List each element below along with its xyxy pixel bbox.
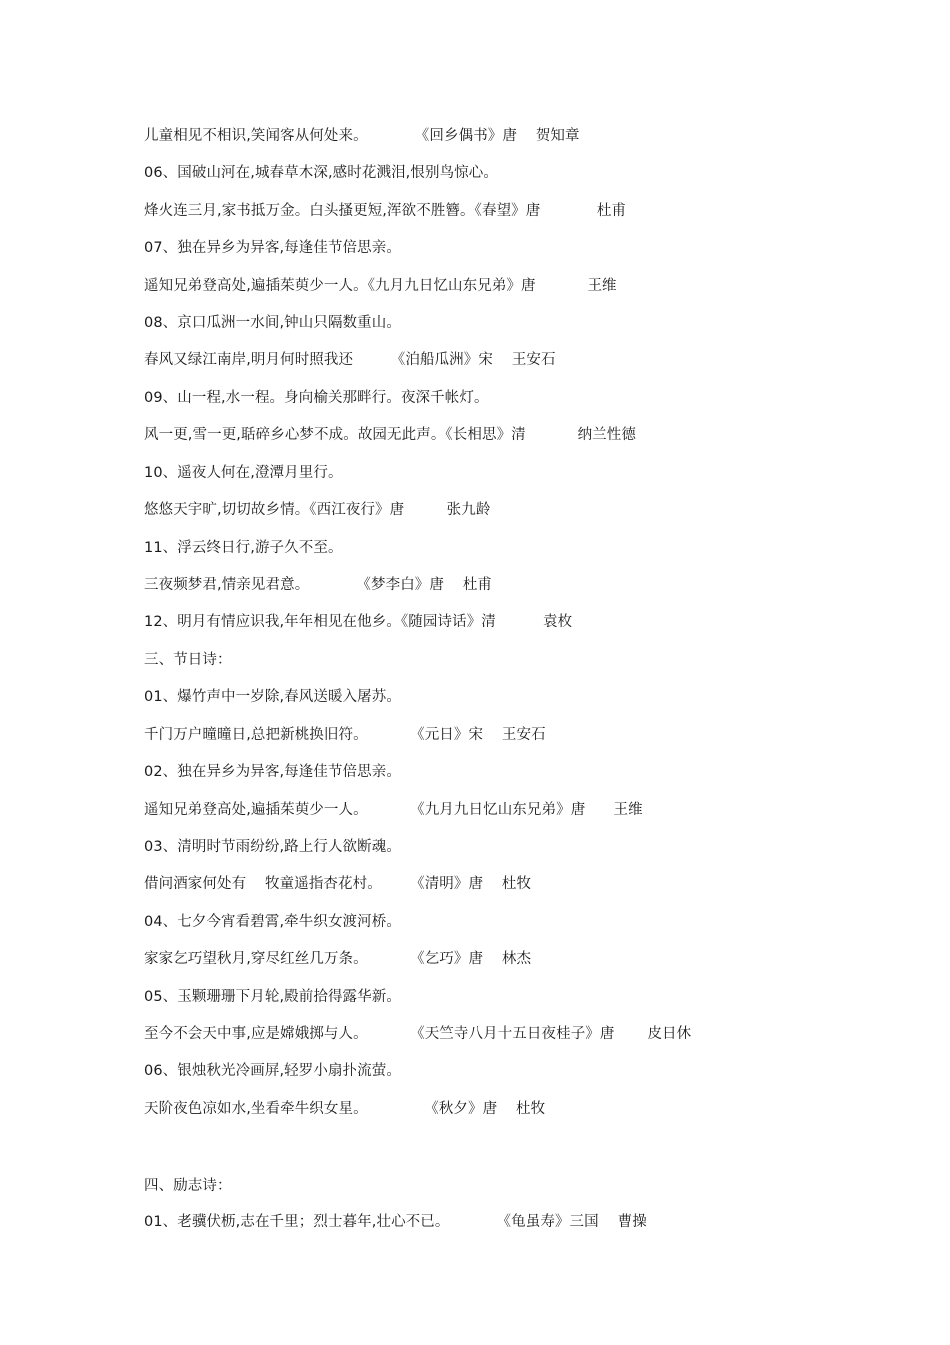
text-line: 风一更,雪一更,聒碎乡心梦不成。故园无此声。《长相思》清 纳兰性德 <box>144 427 636 443</box>
text-line: 11、浮云终日行,游子久不至。 <box>144 540 343 556</box>
text-line: 08、京口瓜洲一水间,钟山只隔数重山。 <box>144 315 401 331</box>
text-line: 悠悠天宇旷,切切故乡情。《西江夜行》唐 张九龄 <box>144 502 491 518</box>
text-line: 千门万户曈曈日,总把新桃换旧符。 《元日》宋 王安石 <box>144 727 546 743</box>
text-line: 遥知兄弟登高处,遍插茱萸少一人。 《九月九日忆山东兄弟》唐 王维 <box>144 802 643 818</box>
text-line: 天阶夜色凉如水,坐看牵牛织女星。 《秋夕》唐 杜牧 <box>144 1101 546 1117</box>
text-line: 06、国破山河在,城春草木深,感时花溅泪,恨别鸟惊心。 <box>144 165 498 181</box>
text-line: 01、老骥伏枥,志在千里；烈士暮年,壮心不已。 《龟虽寿》三国 曹操 <box>144 1214 647 1230</box>
text-line: 三夜频梦君,情亲见君意。 《梦李白》唐 杜甫 <box>144 577 493 593</box>
text-line: 至今不会天中事,应是嫦娥掷与人。 《天竺寺八月十五日夜桂子》唐 皮日休 <box>144 1026 692 1042</box>
text-line: 07、独在异乡为异客,每逢佳节倍思亲。 <box>144 240 401 256</box>
text-line: 03、清明时节雨纷纷,路上行人欲断魂。 <box>144 839 401 855</box>
text-line: 家家乞巧望秋月,穿尽红丝几万条。 《乞巧》唐 林杰 <box>144 951 532 967</box>
text-line: 借问酒家何处有 牧童遥指杏花村。 《清明》唐 杜牧 <box>144 876 532 892</box>
text-line: 烽火连三月,家书抵万金。白头搔更短,浑欲不胜簪。《春望》唐 杜甫 <box>144 203 627 219</box>
section-heading: 三、节日诗： <box>144 652 232 668</box>
text-line: 01、爆竹声中一岁除,春风送暖入屠苏。 <box>144 689 401 705</box>
text-line: 10、遥夜人何在,澄潭月里行。 <box>144 465 343 481</box>
text-line: 05、玉颗珊珊下月轮,殿前拾得露华新。 <box>144 989 401 1005</box>
text-line: 春风又绿江南岸,明月何时照我还 《泊船瓜洲》宋 王安石 <box>144 352 556 368</box>
text-line: 09、山一程,水一程。身向榆关那畔行。夜深千帐灯。 <box>144 390 489 406</box>
text-line: 儿童相见不相识,笑闻客从何处来。 《回乡偶书》唐 贺知章 <box>144 128 580 144</box>
text-line: 12、明月有情应识我,年年相见在他乡。《随园诗话》清 袁枚 <box>144 614 573 630</box>
text-line: 04、七夕今宵看碧霄,牵牛织女渡河桥。 <box>144 914 401 930</box>
text-line: 遥知兄弟登高处,遍插茱萸少一人。《九月九日忆山东兄弟》唐 王维 <box>144 278 617 294</box>
text-line: 06、银烛秋光冷画屏,轻罗小扇扑流萤。 <box>144 1063 401 1079</box>
section-heading: 四、励志诗： <box>144 1178 232 1194</box>
text-line: 02、独在异乡为异客,每逢佳节倍思亲。 <box>144 764 401 780</box>
